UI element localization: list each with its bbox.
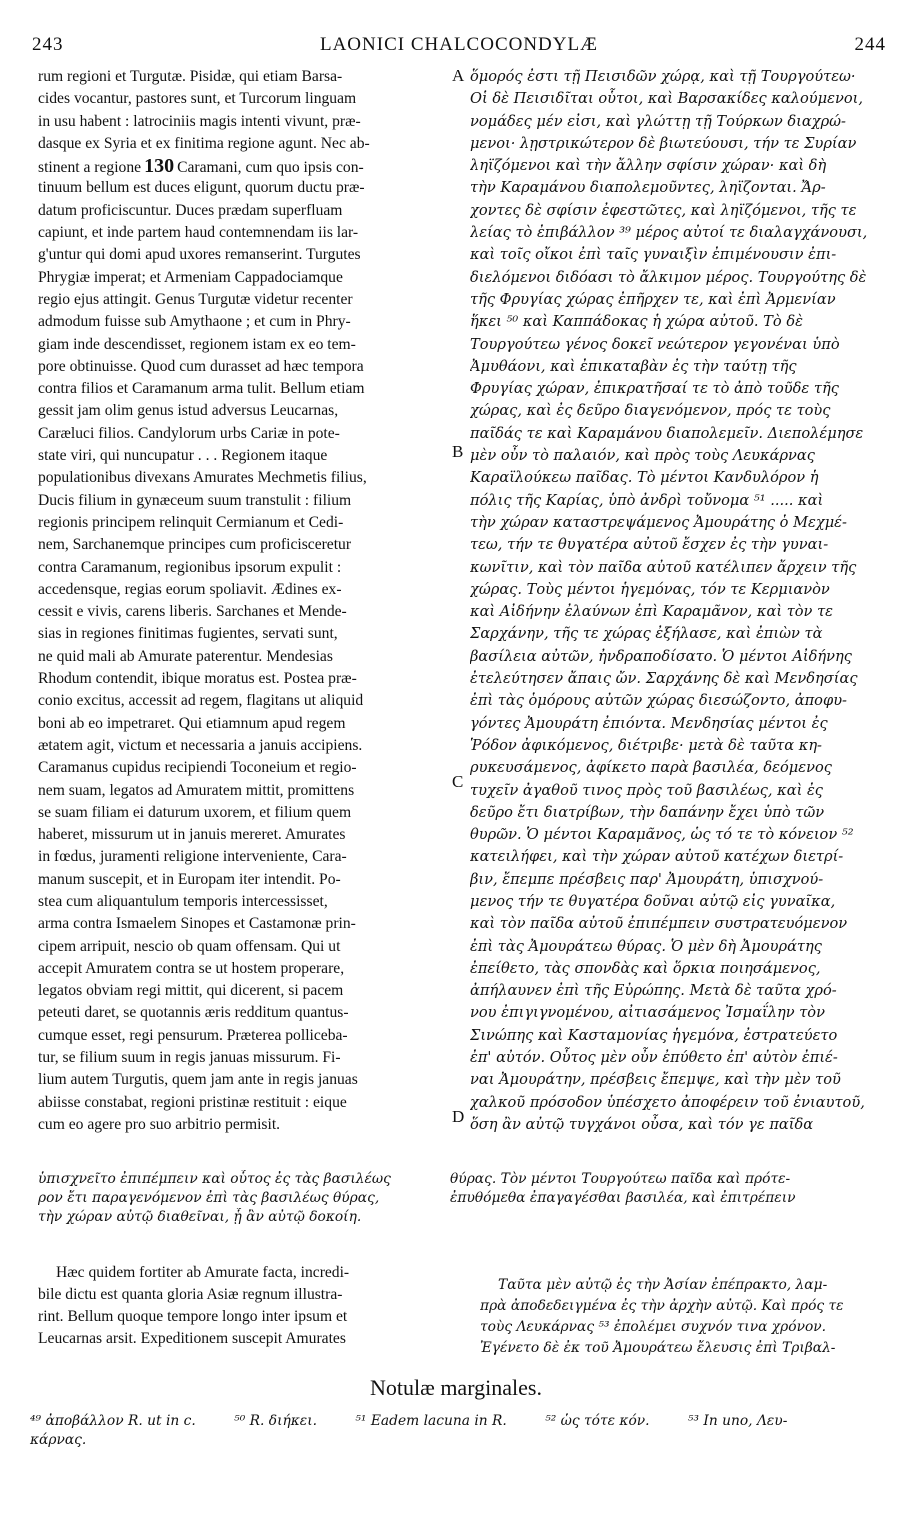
greek-line: χαλκοῦ πρόσοδον ὑπέσχετο ἀποφέρειν τοῦ ἐνιαυτοῦ, (470, 1093, 865, 1111)
latin-line: Phrygiæ imperat; et Armeniam Cappadociamque (38, 268, 343, 286)
latin-line: cum eo agere pro suo arbitrio permisit. (38, 1115, 281, 1133)
latin-line: cessit e vivis, carens liberis. Sarchanes et Mende- (38, 603, 347, 621)
latin-line: peteuti daret, se quotannis æris redditum quantus- (38, 1004, 349, 1022)
greek-line: Ἀμυθάονι, καὶ ἐπικαταβὰν ἐς τὴν ταύτῃ τῆς (470, 357, 797, 375)
greek-line: τῆς Φρυγίας χώρας ἐπῆρχεν τε, καὶ ἐπὶ Ἀρμενίαν (470, 290, 836, 308)
notes-title: Notulæ marginales. (370, 1375, 542, 1400)
page-number-right: 244 (854, 34, 886, 55)
latin-line: rum regioni et Turgutæ. Pisidæ, qui etiam Barsa- (38, 68, 343, 85)
latin-line: se suam filiam ei daturum uxorem, et filium quem (38, 803, 352, 821)
greek-line: ἐπείθετο, τὰς σπονδὰς καὶ ὅρκια ποιησάμενος, (470, 959, 821, 977)
latin-line: abiisse constabat, regioni pristinæ restituit : eique (38, 1093, 347, 1111)
latin-line: conio excitus, accessit ad regem, flagitans ut aliquid (38, 692, 364, 710)
note-item: ⁵¹ Eadem lacuna in R. (355, 1413, 507, 1429)
greek-line: τὴν Καραμάνου διαπολεμοῦντες, ληϊζονται. Ἄρ- (470, 179, 826, 197)
section-letter-c: C (452, 772, 464, 791)
greek-line: ἀπήλαυνεν ἐπὶ τῆς Εὐρώπης. Μετὰ δὲ ταῦτα χρό- (470, 982, 837, 1000)
greek-line: βασίλεια αὐτῶν, ἠνδραποδίσατο. Ὁ μέντοι Αἰδήνης (470, 647, 852, 665)
note-item: ⁵⁰ R. διήκει. (234, 1413, 318, 1429)
page-header (30, 30, 888, 62)
greek-line: Σαρχάνην, τῆς τε χώρας ἐξήλασε, καὶ ἐπιὼν τὰ (470, 625, 823, 643)
latin-line: accepit Amuratem contra se ut hostem properare, (38, 959, 345, 977)
note-item: ⁵³ In uno, Λευ- (687, 1413, 788, 1429)
greek-line: Ἐγένετο δὲ ἐκ τοῦ Ἀμουράτεω ἔλευσις ἐπὶ Τριβαλ- (480, 1340, 836, 1356)
greek-line: μενοι· λῃστρικώτερον δὲ βιωτεύουσι, τήν τε Συρίαν (470, 134, 857, 152)
latin-line: giam inde descendisset, regionem istam ex eo tem- (38, 335, 356, 353)
greek-line: ἥκει ⁵⁰ καὶ Καππάδοκας ἡ χώρα αὐτοῦ. Τὸ δὲ (470, 313, 803, 331)
section-letter-a: A (452, 66, 465, 85)
greek-fragment-right (450, 1170, 882, 1208)
greek-line: καὶ τοῖς οἴκοι ἐπὶ ταῖς γυναιξὶν ἐπιμένουσιν ἐπι- (470, 246, 837, 264)
greek-line: ὅμορός ἐστι τῇ Πεισιδῶν χώρᾳ, καὶ τῇ Τουργούτεω· (470, 68, 856, 85)
greek-line: χώρας. Τοὺς μέντοι ἡγεμόνας, τόν τε Κερμιανὸν (470, 580, 830, 598)
latin-line: Ducis filium in gynæceum suum transtulit : filium (38, 491, 352, 509)
greek-fragment-line: τὴν χώραν αὐτῷ διαθεῖναι, ᾗ ἂν αὐτῷ δοκοίη. (38, 1209, 362, 1225)
latin-line: regio ejus attingit. Genus Turgutæ videtur recenter (38, 290, 353, 308)
latin-paragraph-2 (38, 1262, 450, 1350)
greek-line: Οἱ δὲ Πεισιδῖται οὗτοι, καὶ Βαρσακίδες καλούμενοι, (470, 90, 864, 108)
greek-fragment-left (38, 1170, 450, 1227)
latin-line: nem suam, legatos ad Amuratem mittit, promittens (38, 781, 355, 799)
latin-line: accedensque, regias eorum spoliavit. Ædines ex- (38, 580, 342, 598)
latin-line: populationibus divexans Amurates Mechmetis filius, (38, 469, 367, 487)
latin-line: contra Caramanum, regionibus ipsorum expulit : (38, 558, 342, 576)
latin-line-part: stinent a regione (38, 159, 142, 177)
latin-line: legatos obviam regi mittit, qui dicerent, si pacem (38, 982, 344, 1000)
greek-line: χοντες δὲ σφίσιν ἐφεστῶτες, καὶ ληϊζόμενοι, τῆς τε (470, 201, 857, 219)
greek-line: ρυκευσάμενος, ἀφίκετο παρὰ βασιλέα, δεόμενος (470, 759, 832, 777)
latin-line: ætatem agit, victum et necessaria a januis accipiens. (38, 736, 363, 754)
greek-line: χώρας, καὶ ἐς δεῦρο διαγενόμενον, πρός τε τοὺς (470, 402, 831, 420)
latin-line: cipem arripuit, nescio ob quam offensam. Qui ut (38, 937, 341, 955)
greek-line: τεω, τήν τε θυγατέρα αὐτοῦ ἔσχεν ἐς τὴν γυναι- (470, 536, 829, 554)
greek-line: Ῥόδον ἀφικόμενος, διέτριβε· μετὰ δὲ ταῦτα κη- (470, 736, 822, 754)
note-item: ⁴⁹ ἀποβάλλον R. ut in c. (30, 1413, 196, 1429)
greek-line: λείας τὸ ἐπιβάλλον ³⁹ μέρος αὐτοί τε διαλαγχάνουσι, (470, 224, 868, 242)
greek-line: ἐπὶ τὰς Ἀμουράτεω θύρας. Ὁ μὲν δὴ Ἀμουράτης (470, 937, 822, 955)
page-number-left: 243 (32, 34, 64, 55)
latin-line: dasque ex Syria et ex finitima regione agunt. Nec ab- (38, 134, 370, 152)
greek-line: μενος τήν τε θυγατέρα δοῦναι αὐτῷ εἰς γυναῖκα, (470, 892, 836, 910)
greek-line: ληϊζόμενοι καὶ τὴν ἄλλην σφίσιν χώραν· καὶ δὴ (470, 157, 827, 175)
note-continuation: κάρνας. (30, 1432, 87, 1448)
greek-fragment-line: ρον ἔτι παραγενόμενον ἐπὶ τὰς βασιλέως θύρας, (38, 1190, 380, 1206)
latin-line: cides vocantur, pastores sunt, et Turcorum linguam (38, 90, 357, 108)
latin-line: lium autem Turgutis, quem jam ante in regis januas (38, 1071, 358, 1089)
greek-line: δεῦρο ἔτι διατρίβων, τὴν δαπάνην ἔχει ὑπὸ τῶν (470, 803, 825, 821)
latin-line: haberet, missurum ut in januis mereret. Amurates (38, 826, 346, 844)
latin-line: Rhodum contendit, ibique moratus est. Postea præ- (38, 670, 357, 688)
greek-line: διελόμενοι διδόασι τὸ ἄλκιμον μέρος. Τουργούτης δὲ (470, 268, 867, 286)
margin-section-number: 130 (144, 155, 175, 178)
latin-line: cumque esset, regi pensurum. Præterea pollicebа- (38, 1026, 348, 1044)
greek-line: ἐπ' αὐτόν. Οὗτος μὲν οὖν ἐπύθετο ἐπ' αὐτὸν ἐπιέ- (470, 1049, 838, 1067)
latin-line: pore obtinuisse. Quod cum durasset ad hæc tempora (38, 357, 364, 375)
latin-line: stea cum aliquantulum temporis intercessisset, (38, 892, 328, 910)
greek-line: πρὰ ἀποδεδειγμένα ἐς τὴν ἀρχὴν αὐτῷ. Καὶ πρός τε (480, 1298, 844, 1314)
greek-line: Φρυγίας χώραν, ἐπικρατῆσαί τε τὸ ἀπὸ τοῦδε τῆς (470, 380, 839, 398)
greek-line: θυρῶν. Ὁ μέντοι Καραμᾶνος, ὡς τό τε τὸ κόνειον ⁵² (470, 826, 854, 844)
greek-line: ἐτελεύτησεν ἄπαις ὤν. Σαρχάνης δὲ καὶ Μενδησίας (470, 670, 858, 688)
greek-line: βιν, ἔπεμπε πρέσβεις παρ' Ἀμουράτη, ὑπισχνού- (470, 870, 824, 888)
latin-line: state viri, qui nuncupatur . . . Regionem itaque (38, 447, 328, 465)
greek-line: ἐπὶ τὰς ὁμόρους αὐτῶν χώρας διεσώζοντο, ἀποφυ- (470, 692, 847, 710)
greek-line: γόντες Ἀμουράτη ἐπιόντα. Μενδησίας μέντοι ἐς (470, 714, 828, 732)
greek-fragment-line: ὑπισχνεῖτο ἐπιπέμπειν καὶ οὗτος ἐς τὰς βασιλέως (38, 1171, 391, 1187)
running-title: LAONICI CHALCOCONDYLÆ (319, 34, 599, 55)
latin-line: in fœdus, juramenti religione interveniente, Cara- (38, 848, 347, 866)
greek-line: καὶ τὸν παῖδα αὐτοῦ ἐπιπέμπειν συστρατευόμενον (470, 915, 848, 933)
notes-line (30, 1412, 884, 1431)
greek-line: ναι Ἀμουράτην, πρέσβεις ἔπεμψε, καὶ τὴν μὲν τοῦ (470, 1071, 841, 1089)
greek-line: πόλις τῆς Καρίας, ὑπὸ ἀνδρὶ τοὔνομα ⁵¹ ..... καὶ (470, 491, 824, 509)
latin-line: sias in regiones finitimas fugientes, servati sunt, (38, 625, 338, 643)
greek-fragment-line: θύρας. Τὸν μέντοι Τουργούτεω παῖδα καὶ πρότε- (450, 1171, 791, 1187)
latin-line: g'untur qui domi apud uxores remanserint. Turgutes (38, 246, 361, 264)
marginal-notes (30, 1412, 884, 1450)
greek-paragraph-2 (480, 1275, 880, 1359)
latin-line (38, 155, 446, 177)
latin-line: capiunt, et inde partem haud contemnendam iis lar- (38, 224, 359, 242)
greek-line: καὶ Αἰδήνην ἐλαύνων ἐπὶ Καραμᾶνον, καὶ τὸν τε (470, 603, 833, 621)
latin-line: nem, Sarchanemque principes cum proficisceretur (38, 536, 352, 554)
greek-line: Τουργούτεω γένος δοκεῖ νεώτερον γεγονέναι ὑπὸ (470, 335, 840, 353)
latin-line: Hæc quidem fortiter ab Amurate facta, incredi- (56, 1264, 350, 1281)
greek-line: μὲν οὖν τὸ παλαιόν, καὶ πρὸς τοὺς Λευκάρνας (470, 447, 815, 465)
greek-fragment-line: ἐπυθόμεθα ἐπαγαγέσθαι βασιλέα, καὶ ἐπιτρέπειν (450, 1190, 796, 1206)
greek-line: παῖδάς τε καὶ Καραμάνου διαπολεμεῖν. Διεπολέμησε (470, 424, 864, 442)
latin-line: arma contra Ismaelem Sinopes et Castamonæ prin- (38, 915, 356, 933)
latin-line: admodum fuisse sub Amythaone ; et cum in Phry- (38, 313, 351, 331)
latin-line: manum suscepit, et in Europam iter intendit. Po- (38, 870, 341, 888)
latin-line: tur, se filium suum in regis januas missurum. Fi- (38, 1049, 341, 1067)
greek-line: ὅση ἂν αὐτῷ τυγχάνοι οὖσα, καὶ τόν γε παῖδα (470, 1115, 814, 1133)
section-letter-b: B (452, 442, 464, 461)
greek-line: κωνῖτιν, καὶ τὸν παῖδα αὐτοῦ κατέλιπεν ἄρχειν τῆς (470, 558, 857, 576)
latin-line: Caramanus cupidus recipiendi Toconeium et regio- (38, 759, 357, 777)
latin-line: boni ab eo impetraret. Qui etiamnum apud regem (38, 714, 346, 732)
latin-line: ne quid mali ab Amurate paterentur. Mendesias (38, 647, 333, 665)
greek-line: Σινώπης καὶ Κασταμονίας ἡγεμόνα, ἐστρατεύετο (470, 1026, 838, 1044)
latin-line: contra filios et Caramanum arma tulit. Bellum etiam (38, 380, 365, 398)
latin-line: Caræluci filios. Candylorum urbs Cariæ in pote- (38, 424, 340, 442)
greek-line: τυχεῖν ἀγαθοῦ τινος πρὸς τοῦ βασιλέως, καὶ ἐς (470, 781, 823, 799)
greek-line: τοὺς Λευκάρνας ⁵³ ἐπολέμει συχνόν τινα χρόνον. (480, 1319, 827, 1335)
latin-line: bile dictu est quanta gloria Asiæ regnum illustra- (38, 1286, 343, 1303)
greek-line: τὴν χώραν καταστρεψάμενος Ἀμουράτης ὁ Μεχμέ- (470, 513, 847, 531)
latin-line: gessit jam olim genus istud adversus Leucarnas, (38, 402, 339, 420)
latin-line: datum proficiscuntur. Duces prædam superfluam (38, 201, 343, 219)
greek-line: Καραϊλούκεω παῖδας. Τὸ μέντοι Κανδυλόρον ἡ (470, 469, 819, 487)
latin-column (38, 66, 446, 1136)
note-item: ⁵² ὡς τότε κόν. (545, 1413, 650, 1429)
greek-column (470, 66, 878, 1136)
latin-line: regionis principem relinquit Cermianum et Cedi- (38, 513, 344, 531)
greek-line: κατειλήφει, καὶ τὴν χώραν αὐτοῦ κατέχων διετρί- (470, 848, 844, 866)
greek-line: νου ἐπιγιγνομένου, αἰτιασάμενος Ἰσμαΐλην τὸν (470, 1004, 825, 1022)
latin-line: in usu habent : latrociniis magis intenti vivunt, præ- (38, 112, 361, 130)
greek-line: νομάδες μέν εἰσι, καὶ γλώττῃ τῇ Τούρκων διαχρώ- (470, 112, 846, 130)
section-letter-d: D (452, 1107, 465, 1126)
latin-line: Leucarnas arsit. Expeditionem suscepit Amurates (38, 1330, 346, 1347)
latin-line: tinuum bellum est duces eligunt, quorum ductu præ- (38, 179, 365, 197)
latin-line: rint. Bellum quoque tempore longo inter ipsum et (38, 1308, 348, 1325)
greek-line: Ταῦτα μὲν αὐτῷ ἐς τὴν Ἀσίαν ἐπέπρακτο, λαμ- (498, 1277, 828, 1293)
latin-line-part: Caramani, cum quo ipsis con- (177, 159, 364, 177)
